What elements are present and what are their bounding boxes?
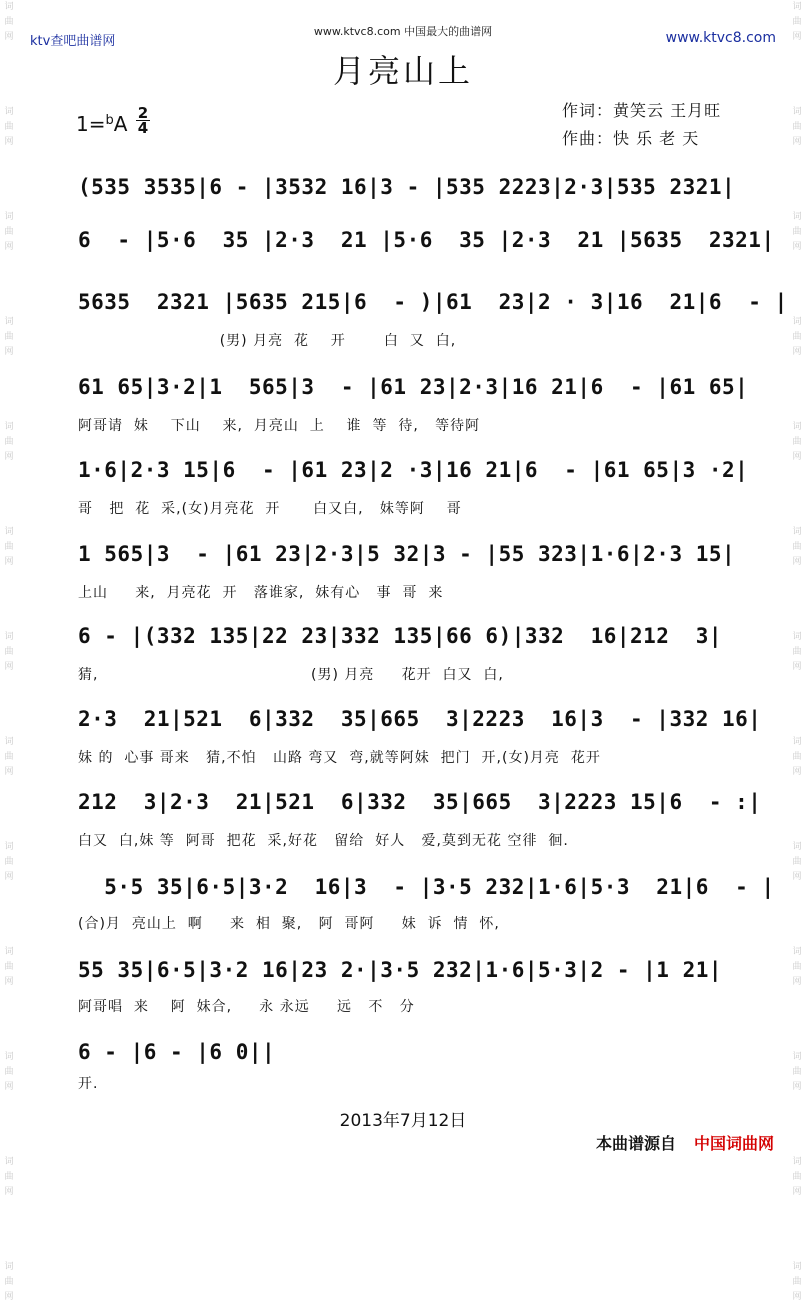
lyric-line: 上山 来, 月亮花 开 落谁家, 妹有心 事 哥 来 xyxy=(78,585,444,601)
source-label: 本曲谱源自 xyxy=(595,1134,676,1153)
lyric-line: 阿哥唱 来 阿 妹合, 永 永远 远 不 分 xyxy=(78,999,415,1015)
source-credit xyxy=(596,1131,774,1154)
composer-credit: 作曲：快 乐 老 天 xyxy=(562,129,700,148)
notation-line: 6 - |(332 135|22 23|332 135|66 6)|332 16|212 3| xyxy=(78,624,723,648)
lyric-line: (男) 月亮 花 开 白 又 白, xyxy=(78,333,457,349)
header-right-site[interactable]: www.ktvc8.com xyxy=(665,30,776,46)
right-watermark: 词 曲 网 词 曲 网 词 曲 网 词 曲 网 词 曲 网 词 曲 网 词 曲 网 词 曲 网 词 曲 网 词 曲 网 词 曲 网 词 曲 网 词 曲 网 xyxy=(792,2,802,1302)
lyric-line: 阿哥请 妹 下山 来, 月亮山 上 谁 等 待, 等待阿 xyxy=(78,418,481,434)
notation-line: 6 - |6 - |6 0|| xyxy=(78,1040,276,1064)
key-signature xyxy=(76,112,127,136)
lyric-line: 妹 的 心事 哥来 猜,不怕 山路 弯又 弯,就等阿妹 把门 开,(女)月亮 花开 xyxy=(78,750,601,766)
lyric-line: (合)月 亮山上 啊 来 相 聚, 阿 哥阿 妹 诉 情 怀, xyxy=(78,916,500,932)
lyric-line: 白又 白,妹 等 阿哥 把花 采,好花 留给 好人 爱,莫到无花 空徘 徊. xyxy=(78,833,569,849)
notation-line: 1 565|3 - |61 23|2·3|5 32|3 - |55 323|1·6|2·3 15| xyxy=(78,542,736,566)
source-site-link[interactable]: 中国词曲网 xyxy=(693,1134,774,1153)
key-note: A xyxy=(113,112,128,136)
notation-line: 1·6|2·3 15|6 - |61 23|2 ·3|16 21|6 - |61 65|3 ·2| xyxy=(78,458,749,482)
lyric-line: 开. xyxy=(78,1076,99,1092)
time-signature xyxy=(136,106,150,135)
notation-line: 2·3 21|521 6|332 35|665 3|2223 16|3 - |332 16| xyxy=(78,707,762,731)
time-bottom: 4 xyxy=(137,119,149,137)
lyric-line: 哥 把 花 采,(女)月亮花 开 白又白, 妹等阿 哥 xyxy=(78,501,462,517)
lyric-line: 猜, (男) 月亮 花开 白又 白, xyxy=(78,667,504,683)
notation-line: 5635 2321 |5635 215|6 - )|61 23|2 · 3|16 21|6 - | xyxy=(78,290,788,314)
time-top: 2 xyxy=(137,104,149,122)
header-left-site[interactable]: ktv查吧曲谱网 xyxy=(30,34,116,49)
notation-line: 6 - |5·6 35 |2·3 21 |5·6 35 |2·3 21 |5635 2321| xyxy=(78,228,775,252)
flat-sign: b xyxy=(105,113,114,128)
notation-line: 55 35|6·5|3·2 16|23 2·|3·5 232|1·6|5·3|2 - |1 21| xyxy=(78,958,723,982)
song-title: 月亮山上 xyxy=(332,52,473,90)
notation-line: 5·5 35|6·5|3·2 16|3 - |3·5 232|1·6|5·3 21|6 - | xyxy=(78,875,775,899)
notation-line: 212 3|2·3 21|521 6|332 35|665 3|2223 15|6 - :| xyxy=(78,790,762,814)
publish-date: 2013年7月12日 xyxy=(339,1111,467,1131)
lyricist-credit: 作词：黄笑云 王月旺 xyxy=(562,101,722,120)
header-center-text: www.ktvc8.com 中国最大的曲谱网 xyxy=(313,25,493,38)
left-watermark: 词 曲 网 词 曲 网 词 曲 网 词 曲 网 词 曲 网 词 曲 网 词 曲 网 词 曲 网 词 曲 网 词 曲 网 词 曲 网 词 曲 网 词 曲 网 xyxy=(4,2,14,1302)
notation-line: 61 65|3·2|1 565|3 - |61 23|2·3|16 21|6 - |61 65| xyxy=(78,375,749,399)
notation-line: (535 3535|6 - |3532 16|3 - |535 2223|2·3|535 2321| xyxy=(78,175,736,199)
key-prefix: 1= xyxy=(76,112,106,136)
